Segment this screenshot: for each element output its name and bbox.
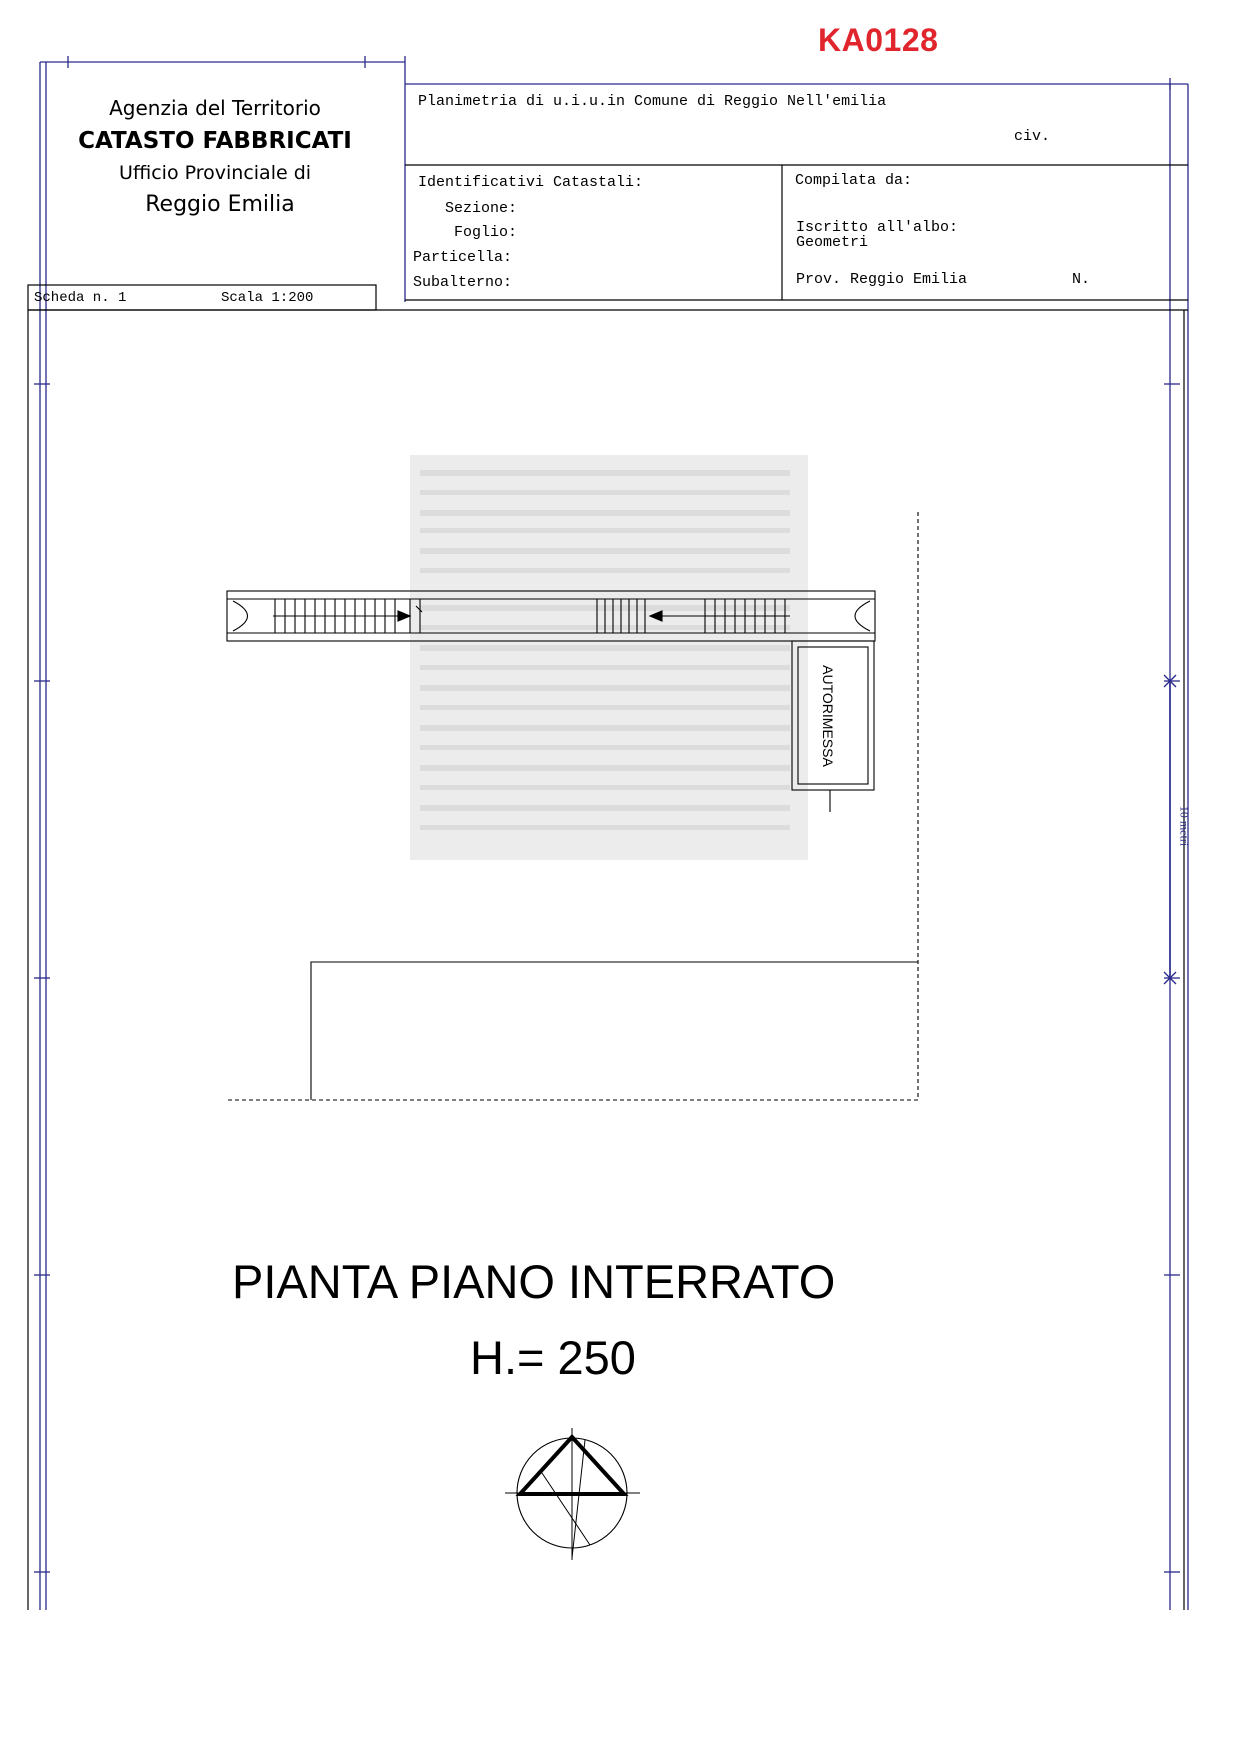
scale-bar-label: 10 metri <box>1177 805 1192 847</box>
stair-treads-left <box>273 599 410 633</box>
agency-line-3: Ufficio Provinciale di <box>118 162 312 184</box>
scheda-label: Scheda n. 1 <box>34 290 127 306</box>
identifiers-title: Identificativi Catastali: <box>418 174 644 191</box>
subalterno-label: Subalterno: <box>413 274 513 291</box>
foglio-label: Foglio: <box>454 224 518 241</box>
civ-label: civ. <box>1014 128 1051 145</box>
particella-label: Particella: <box>413 249 513 266</box>
albo-value: Geometri <box>796 234 869 251</box>
header-line: Planimetria di u.i.u.in Comune di Reggio Nell'emilia <box>418 93 887 110</box>
agency-line-2: CATASTO FABBRICATI <box>78 128 352 154</box>
agency-line-4: Reggio Emilia <box>145 192 295 217</box>
scala-label: Scala 1:200 <box>221 290 314 306</box>
watermark <box>410 455 808 860</box>
province-label: Prov. Reggio Emilia <box>796 271 968 288</box>
sezione-label: Sezione: <box>445 200 518 217</box>
number-label: N. <box>1072 271 1091 288</box>
header-boxes <box>28 165 1188 1610</box>
plan-height: H.= 250 <box>470 1331 636 1384</box>
albo-label: Iscritto all'albo: <box>796 219 959 236</box>
compilata-label: Compilata da: <box>795 172 913 189</box>
agency-line-1: Agenzia del Territorio <box>109 96 321 120</box>
north-arrow-icon <box>505 1428 640 1560</box>
document-code: KA0128 <box>818 22 939 58</box>
plan-title: PIANTA PIANO INTERRATO <box>232 1255 836 1308</box>
room-label-autorimessa: AUTORIMESSA <box>820 665 836 767</box>
